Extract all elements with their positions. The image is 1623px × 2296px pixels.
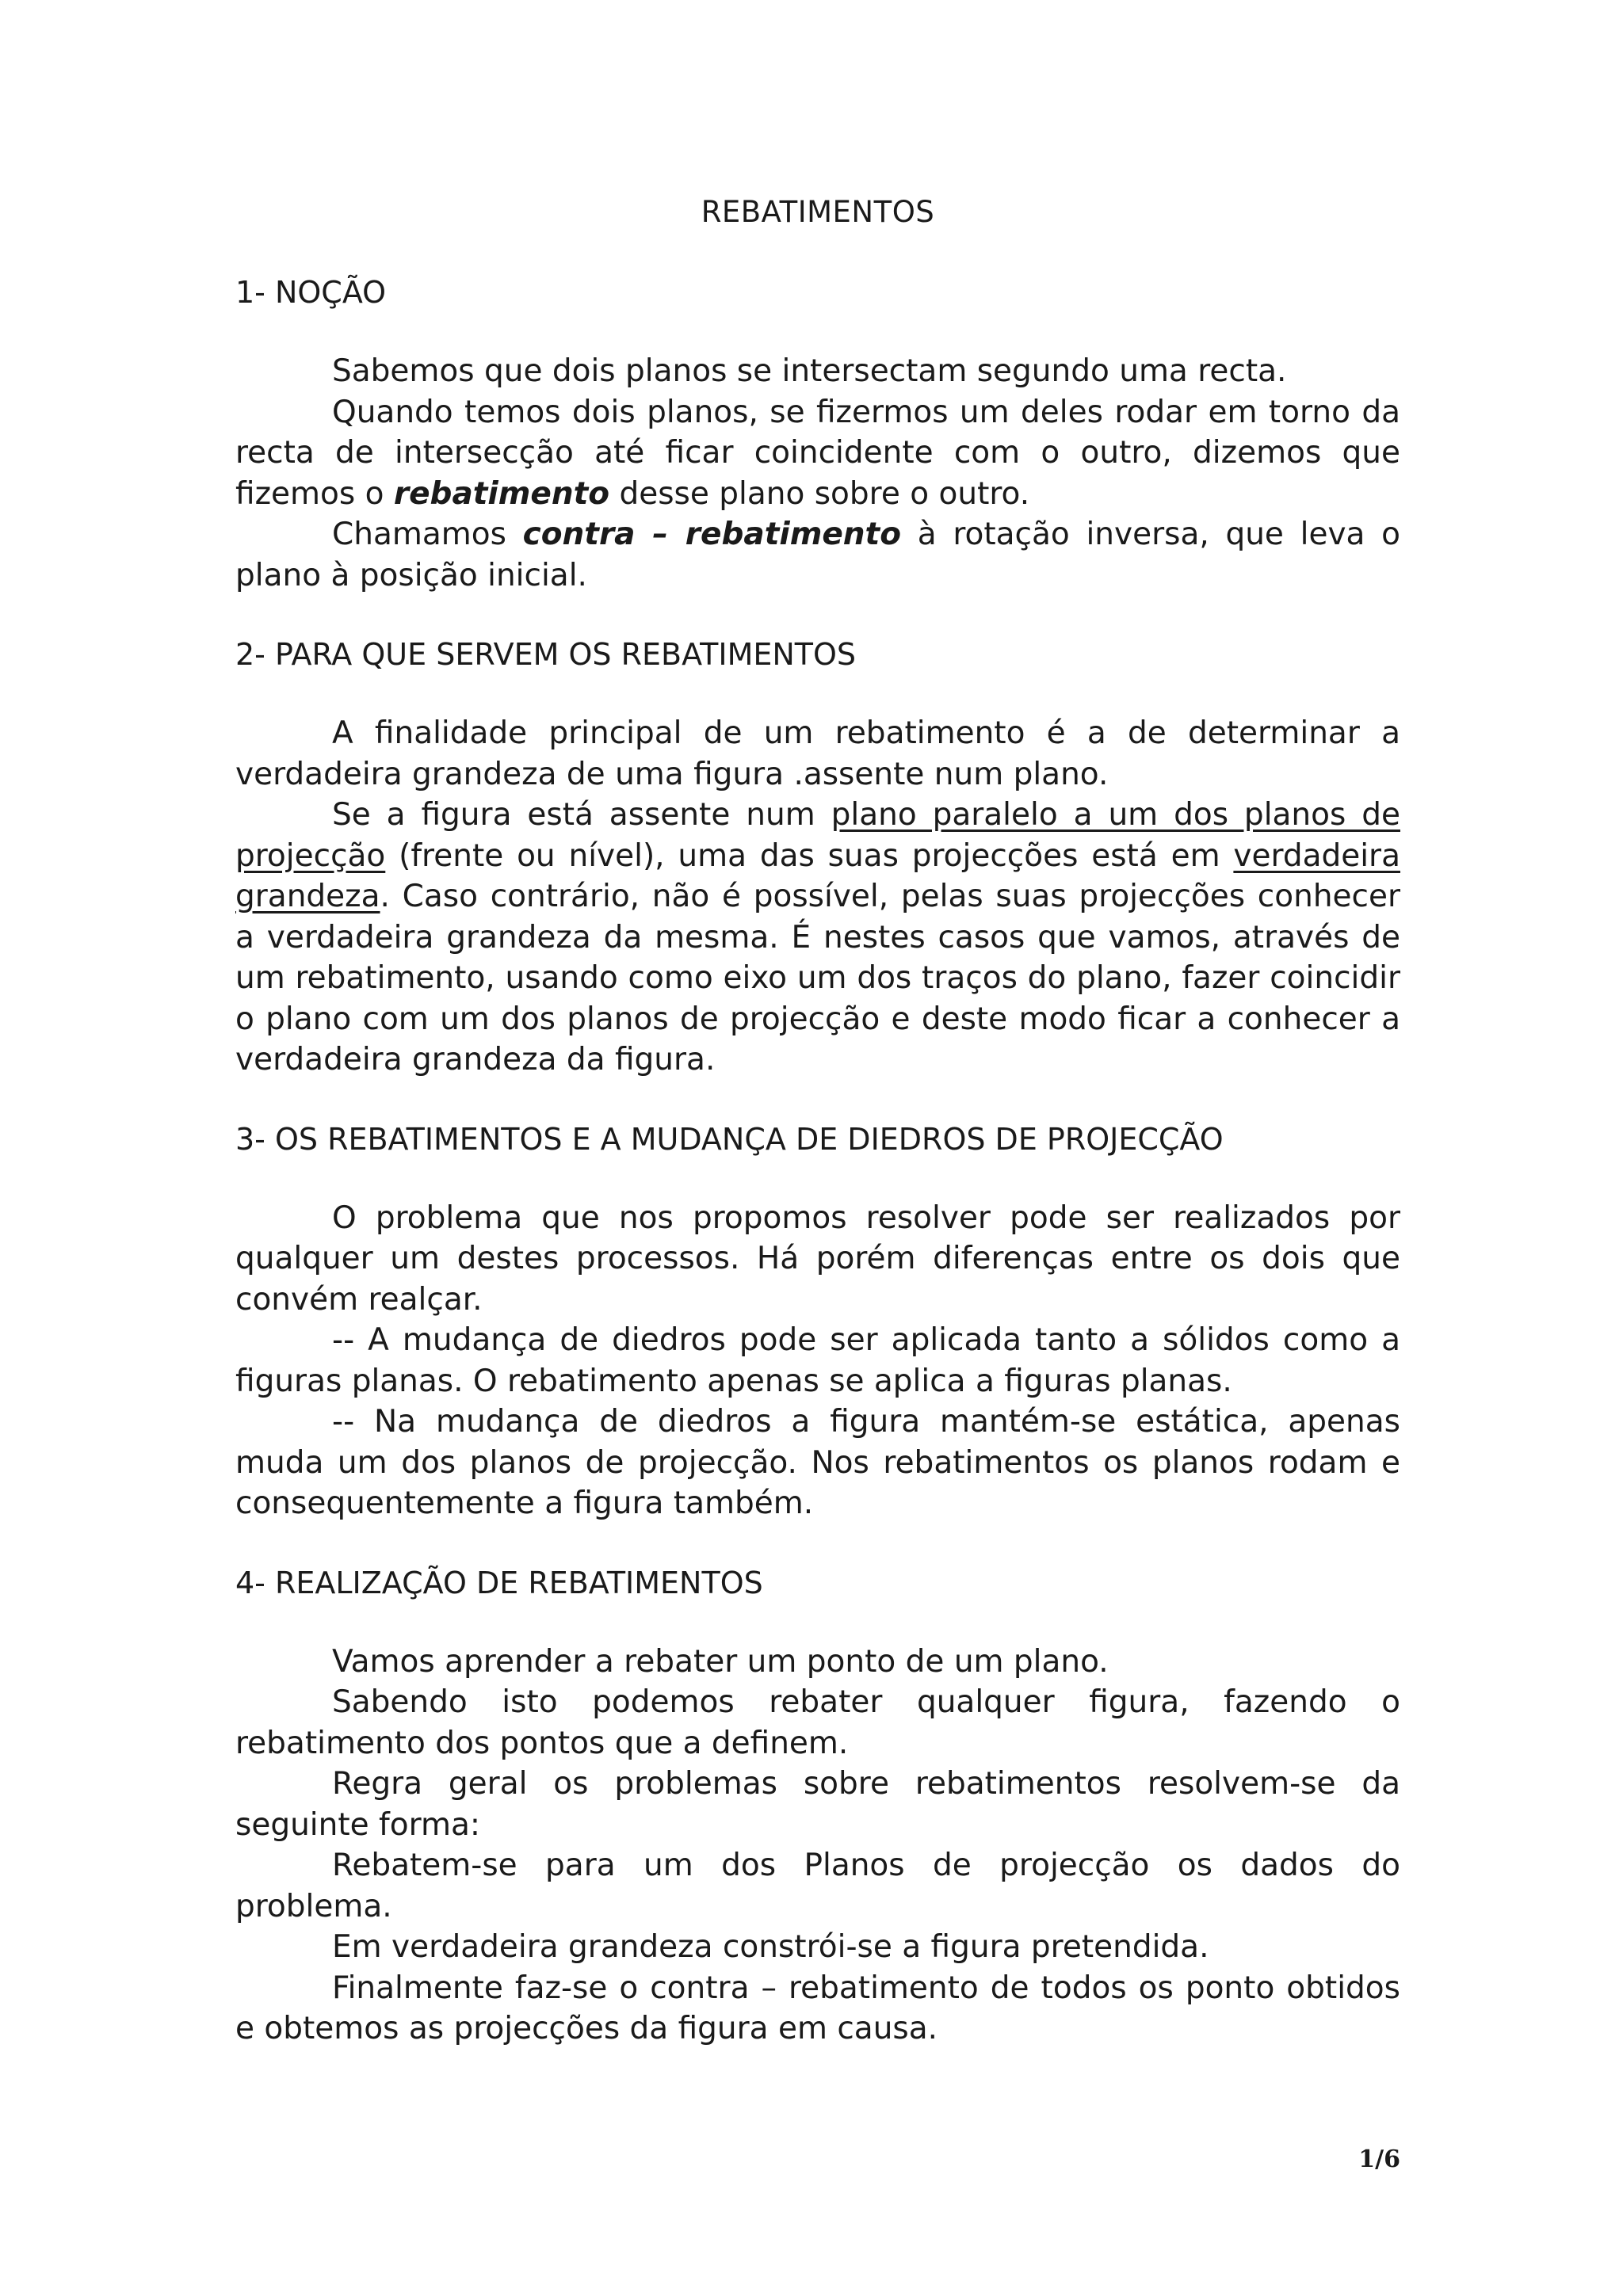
document-title: REBATIMENTOS	[701, 195, 935, 229]
section-heading: 3- OS REBATIMENTOS E A MUDANÇA DE DIEDROS DE PROJECÇÃO	[235, 1121, 1224, 1157]
section-nocao	[235, 272, 1400, 596]
text-run: Se a figura está assente num	[332, 797, 831, 833]
page-content	[235, 189, 1400, 2050]
paragraph: O problema que nos propomos resolver pode ser realizados por qualquer um destes processos. Há porém diferenças entre os dois que convém realçar.	[235, 1199, 1400, 1318]
paragraph: Vamos aprender a rebater um ponto de um plano.	[332, 1643, 1109, 1680]
section-heading: 1- NOÇÃO	[235, 275, 387, 310]
paragraph: A finalidade principal de um rebatimento é a de determinar a verdadeira grandeza de uma figura .assente num plano.	[235, 715, 1400, 792]
section-heading: 4- REALIZAÇÃO DE REBATIMENTOS	[235, 1565, 763, 1600]
paragraph: -- A mudança de diedros pode ser aplicada tanto a sólidos como a figuras planas. O rebatimento apenas se aplica a figuras planas.	[235, 1322, 1400, 1399]
paragraph: Sabemos que dois planos se intersectam segundo uma recta.	[332, 353, 1287, 389]
emphasized-term: contra – rebatimento	[522, 517, 901, 552]
underlined-text: verdadeira grandeza	[235, 837, 1400, 914]
paragraph	[235, 392, 1400, 515]
page-number: 1/6	[1358, 2145, 1400, 2173]
paragraph	[235, 795, 1400, 1081]
paragraph: -- Na mudança de diedros a figura mantém-se estática, apenas muda um dos planos de projecção. Nos rebatimentos os planos rodam e consequentemente a figura também.	[235, 1404, 1400, 1521]
section-heading: 2- PARA QUE SERVEM OS REBATIMENTOS	[235, 637, 857, 672]
paragraph: Em verdadeira grandeza constrói-se a figura pretendida.	[332, 1929, 1209, 1965]
text-run: . Caso contrário, não é possível, pelas suas projecções conhecer a verdadeira grandeza da mesma. É nestes casos que vamos, através de um rebatimento, usando como eixo um dos traços do plano, fazer coincidir o plano com um dos planos de projecção e deste modo ficar a conhecer a verdadeira grandeza da figura.	[235, 879, 1400, 1077]
paragraph: Regra geral os problemas sobre rebatimentos resolvem-se da seguinte forma:	[235, 1766, 1400, 1843]
paragraph: Sabendo isto podemos rebater qualquer figura, fazendo o rebatimento dos pontos que a definem.	[235, 1684, 1400, 1761]
underlined-text: plano paralelo a um dos planos de projecção	[235, 797, 1400, 874]
paragraph: Rebatem-se para um dos Planos de projecção os dados do problema.	[235, 1848, 1400, 1924]
emphasized-term: rebatimento	[393, 475, 610, 512]
section-rebatimentos-mudanca-diedros	[235, 1119, 1400, 1524]
text-run: à rotação inversa, que leva o plano à posição inicial.	[235, 517, 1400, 593]
paragraph: Finalmente faz-se o contra – rebatimento de todos os ponto obtidos e obtemos as projecções da figura em causa.	[235, 1970, 1400, 2046]
text-run: desse plano sobre o outro.	[609, 475, 1030, 512]
paragraph	[235, 514, 1400, 596]
text-run: Chamamos	[332, 517, 523, 552]
section-realizacao-rebatimentos	[235, 1562, 1400, 2050]
section-para-que-servem	[235, 634, 1400, 1081]
text-run: Quando temos dois planos, se fizermos um deles rodar em torno da recta de intersecção até ficar coincidente com o outro, dizemos que fizemos o	[235, 394, 1400, 512]
text-run: (frente ou nível), uma das suas projecções está em	[385, 837, 1234, 874]
